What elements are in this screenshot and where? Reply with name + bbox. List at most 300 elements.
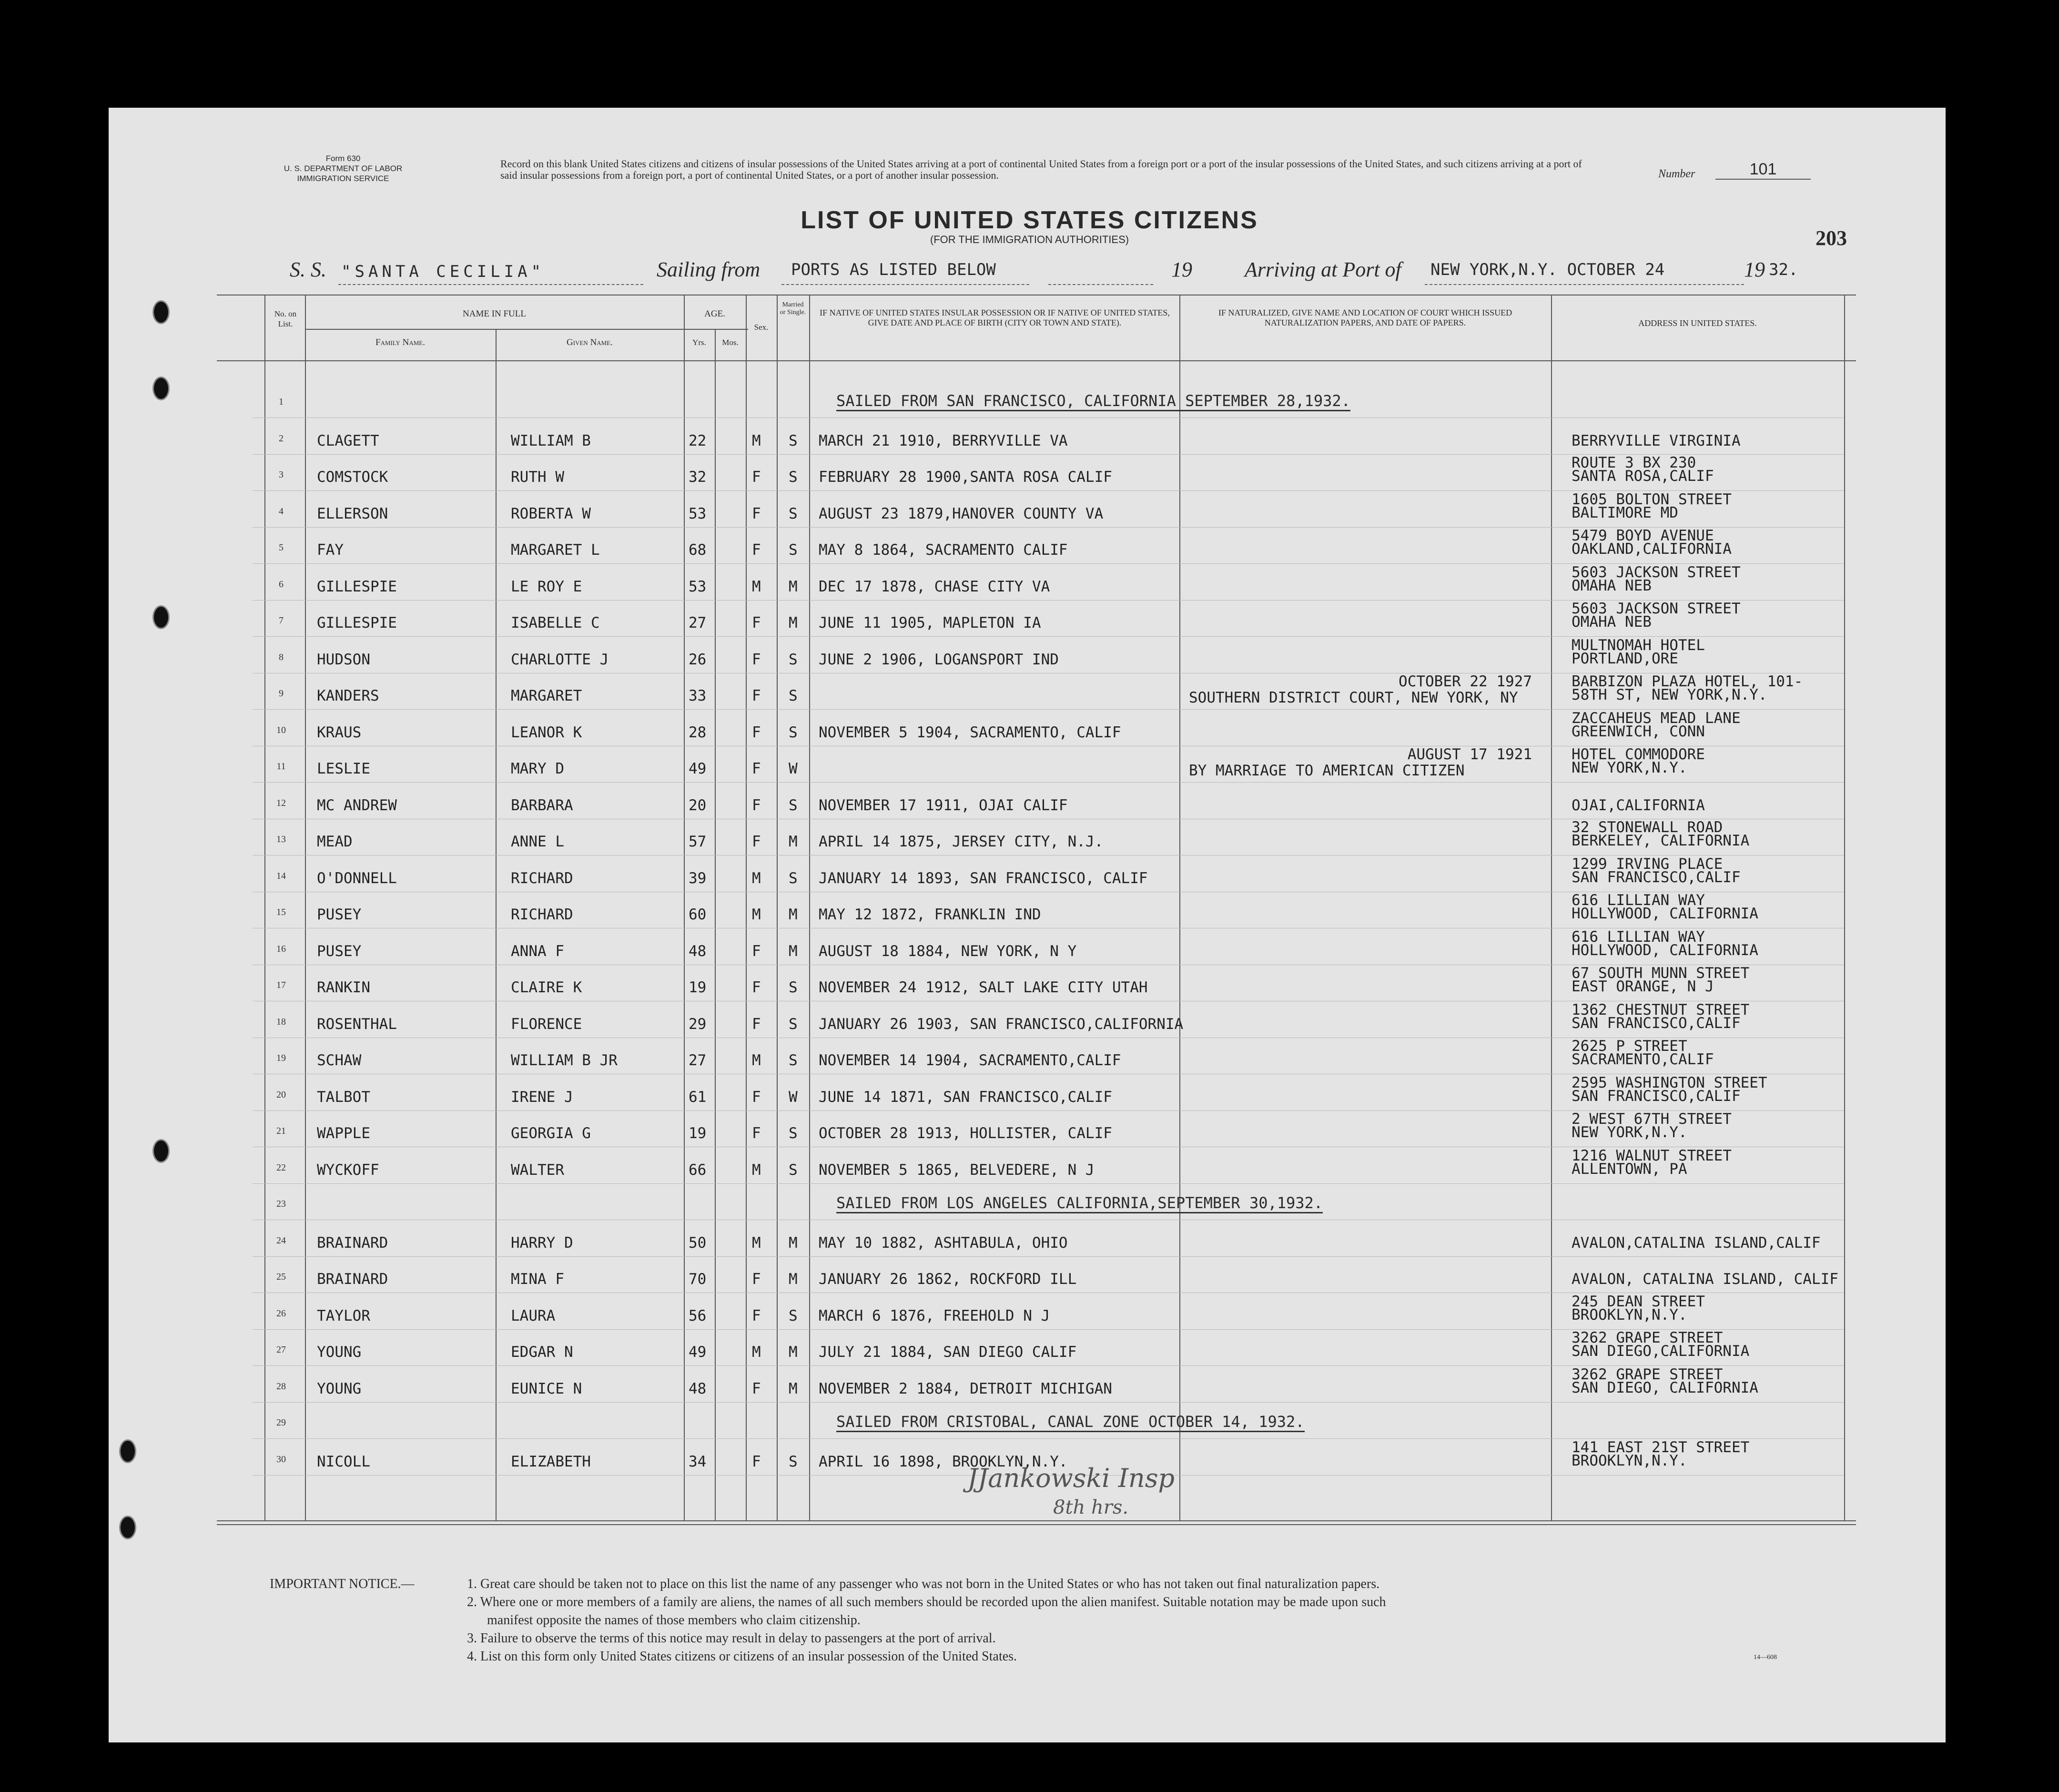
binder-hole xyxy=(152,605,170,629)
birth-date-place: MAY 12 1872, FRANKLIN IND xyxy=(819,906,1041,923)
inspector-signature: JJankowski Insp xyxy=(967,1463,1175,1493)
ss-label: S. S. xyxy=(290,258,326,281)
address-line-1: OJAI,CALIFORNIA xyxy=(1572,797,1705,814)
marital-status: S xyxy=(789,870,798,887)
sex: F xyxy=(752,979,761,996)
row-rule xyxy=(253,1183,1844,1184)
birth-date-place: NOVEMBER 24 1912, SALT LAKE CITY UTAH xyxy=(819,979,1148,996)
marital-status: S xyxy=(789,1016,798,1033)
notice-item: manifest opposite the names of those members who claim citizenship. xyxy=(487,1613,861,1628)
address-line-1: 616 LILLIAN WAY xyxy=(1572,892,1705,909)
col-divider xyxy=(809,295,810,1520)
row-number: 5 xyxy=(279,542,284,553)
sex: F xyxy=(752,468,761,486)
age-years: 61 xyxy=(689,1089,707,1106)
marital-status: S xyxy=(789,541,798,559)
address-line-1: 1605 BOLTON STREET xyxy=(1572,491,1732,508)
arriving-label: Arriving at Port of xyxy=(1245,258,1401,281)
birth-date-place: JUNE 11 1905, MAPLETON IA xyxy=(819,614,1041,631)
row-number: 21 xyxy=(276,1126,286,1136)
address-line-1: ROUTE 3 BX 230 xyxy=(1572,454,1696,471)
family-name: CLAGETT xyxy=(317,432,379,449)
family-name: WYCKOFF xyxy=(317,1161,379,1179)
given-name: RICHARD xyxy=(511,870,573,887)
birth-date-place: MARCH 21 1910, BERRYVILLE VA xyxy=(819,432,1068,449)
address-line-2: 58TH ST, NEW YORK,N.Y. xyxy=(1572,686,1767,703)
row-number: 22 xyxy=(276,1162,286,1173)
address-line-2: HOLLYWOOD, CALIFORNIA xyxy=(1572,905,1758,922)
naturalization-date: AUGUST 17 1921 xyxy=(1407,746,1532,763)
age-years: 19 xyxy=(689,979,707,996)
given-name: MINA F xyxy=(511,1271,564,1288)
family-name: ELLERSON xyxy=(317,505,388,522)
row-number: 13 xyxy=(276,834,286,845)
header-married-single: Married or Single. xyxy=(780,301,806,316)
col-divider xyxy=(715,329,716,1520)
notice-item: 3. Failure to observe the terms of this notice may result in delay to passengers at the port of arrival. xyxy=(467,1631,996,1646)
family-name: TAYLOR xyxy=(317,1307,370,1324)
given-name: EDGAR N xyxy=(511,1344,573,1361)
header-no: No. on List. xyxy=(274,309,297,328)
family-name: PUSEY xyxy=(317,906,362,923)
section-heading: SAILED FROM CRISTOBAL, CANAL ZONE OCTOBER 14, 1932. xyxy=(836,1413,1305,1432)
ship-underline xyxy=(338,284,643,285)
given-name: ELIZABETH xyxy=(511,1453,591,1470)
col-divider xyxy=(1551,295,1552,1520)
binder-hole xyxy=(119,1439,136,1463)
birth-date-place: JUNE 14 1871, SAN FRANCISCO,CALIF xyxy=(819,1089,1112,1106)
row-number: 20 xyxy=(276,1089,286,1100)
sex: F xyxy=(752,541,761,559)
family-name: RANKIN xyxy=(317,979,370,996)
family-name: COMSTOCK xyxy=(317,468,388,486)
address-line-1: 1299 IRVING PLACE xyxy=(1572,855,1723,873)
address-line-1: 2625 P STREET xyxy=(1572,1038,1687,1055)
address-line-2: SAN FRANCISCO,CALIF xyxy=(1572,1088,1741,1105)
address-line-1: BERRYVILLE VIRGINIA xyxy=(1572,432,1741,449)
marital-status: S xyxy=(789,468,798,486)
footer-code: 14—608 xyxy=(1754,1654,1777,1661)
arriving-port: NEW YORK,N.Y. OCTOBER 24 xyxy=(1430,260,1665,279)
table-header-rule xyxy=(217,360,1856,361)
header-given-name: Given Name. xyxy=(567,337,613,347)
subheader-rule xyxy=(305,329,748,330)
address-line-2: OAKLAND,CALIFORNIA xyxy=(1572,540,1732,558)
sex: M xyxy=(752,1344,761,1361)
birth-date-place: OCTOBER 28 1913, HOLLISTER, CALIF xyxy=(819,1125,1112,1142)
age-years: 34 xyxy=(689,1453,707,1470)
given-name: RUTH W xyxy=(511,468,564,486)
marital-status: S xyxy=(789,432,798,449)
given-name: CLAIRE K xyxy=(511,979,582,996)
age-years: 26 xyxy=(689,651,707,668)
marital-status: M xyxy=(789,1344,798,1361)
given-name: MARGARET xyxy=(511,687,582,704)
age-years: 48 xyxy=(689,1380,707,1397)
family-name: HUDSON xyxy=(317,651,370,668)
given-name: FLORENCE xyxy=(511,1016,582,1033)
marital-status: S xyxy=(789,505,798,522)
given-name: LAURA xyxy=(511,1307,556,1324)
address-line-2: NEW YORK,N.Y. xyxy=(1572,759,1687,776)
sex: F xyxy=(752,651,761,668)
ship-name: "SANTA CECILIA" xyxy=(341,262,545,281)
sex: F xyxy=(752,1307,761,1324)
signature-note: 8th hrs. xyxy=(1053,1497,1129,1518)
row-number: 9 xyxy=(279,688,284,699)
age-years: 53 xyxy=(689,578,707,595)
col-divider xyxy=(1179,295,1180,1520)
age-years: 20 xyxy=(689,797,707,814)
row-number: 25 xyxy=(276,1272,286,1282)
row-rule xyxy=(253,1256,1844,1257)
address-line-1: 5603 JACKSON STREET xyxy=(1572,564,1741,581)
family-name: GILLESPIE xyxy=(317,614,397,631)
address-line-1: 1216 WALNUT STREET xyxy=(1572,1147,1732,1164)
sex: F xyxy=(752,1380,761,1397)
address-line-2: BERKELEY, CALIFORNIA xyxy=(1572,832,1750,849)
family-name: KRAUS xyxy=(317,724,362,741)
marital-status: M xyxy=(789,1380,798,1397)
age-years: 49 xyxy=(689,1344,707,1361)
row-number: 3 xyxy=(279,469,284,480)
birth-date-place: FEBRUARY 28 1900,SANTA ROSA CALIF xyxy=(819,468,1112,486)
age-years: 39 xyxy=(689,870,707,887)
marital-status: S xyxy=(789,979,798,996)
given-name: WALTER xyxy=(511,1161,564,1179)
row-number: 8 xyxy=(279,652,284,662)
age-years: 70 xyxy=(689,1271,707,1288)
age-years: 57 xyxy=(689,833,707,850)
given-name: MARY D xyxy=(511,760,564,777)
age-years: 53 xyxy=(689,505,707,522)
binder-hole xyxy=(152,1139,170,1163)
table-bottom-rule xyxy=(217,1520,1856,1521)
table-bottom-rule-2 xyxy=(217,1524,1856,1525)
form-instructions: Record on this blank United States citizens and citizens of insular possessions of the United States arriving at a port of continental United States from a foreign port or a port of the insular possessions of the United States, and such citizens arriving at a port of said insular possessions from a foreign port, a port of continental United States, or a port of another insular possession. xyxy=(500,158,1582,181)
notice-item: 2. Where one or more members of a family are aliens, the names of all such members should be recorded upon the alien manifest. Suitable notation may be made upon such xyxy=(467,1595,1386,1609)
sex: F xyxy=(752,724,761,741)
birth-date-place: MAY 8 1864, SACRAMENTO CALIF xyxy=(819,541,1068,559)
sailing-from: PORTS AS LISTED BELOW xyxy=(791,260,996,279)
family-name: KANDERS xyxy=(317,687,379,704)
sailing-label: Sailing from xyxy=(657,258,761,281)
given-name: WILLIAM B JR xyxy=(511,1052,618,1069)
arriving-underline xyxy=(1425,284,1744,285)
age-years: 60 xyxy=(689,906,707,923)
family-name: NICOLL xyxy=(317,1453,370,1470)
age-years: 19 xyxy=(689,1125,707,1142)
row-number: 18 xyxy=(276,1017,286,1027)
form-number: Form 630 xyxy=(325,154,361,163)
address-line-1: AVALON, CATALINA ISLAND, CALIF xyxy=(1572,1271,1838,1288)
given-name: WILLIAM B xyxy=(511,432,591,449)
marital-status: M xyxy=(789,943,798,960)
given-name: ROBERTA W xyxy=(511,505,591,522)
address-line-2: OMAHA NEB xyxy=(1572,577,1652,594)
family-name: BRAINARD xyxy=(317,1271,388,1288)
sex: F xyxy=(752,505,761,522)
row-number: 17 xyxy=(276,980,286,990)
sex: F xyxy=(752,1089,761,1106)
address-line-1: BARBIZON PLAZA HOTEL, 101- xyxy=(1572,673,1803,690)
row-number: 23 xyxy=(276,1199,286,1209)
header-family-name: Family Name. xyxy=(375,337,425,347)
birth-date-place: DEC 17 1878, CHASE CITY VA xyxy=(819,578,1050,595)
row-rule xyxy=(253,417,1844,418)
birth-date-place: JANUARY 26 1903, SAN FRANCISCO,CALIFORNIA xyxy=(819,1016,1184,1033)
family-name: TALBOT xyxy=(317,1089,370,1106)
given-name: ANNE L xyxy=(511,833,564,850)
sex: F xyxy=(752,760,761,777)
birth-date-place: JANUARY 14 1893, SAN FRANCISCO, CALIF xyxy=(819,870,1148,887)
row-rule xyxy=(253,782,1844,783)
col-divider xyxy=(305,295,306,1520)
row-number: 11 xyxy=(276,761,286,772)
birth-date-place: JULY 21 1884, SAN DIEGO CALIF xyxy=(819,1344,1077,1361)
address-line-2: BROOKLYN,N.Y. xyxy=(1572,1452,1687,1469)
address-line-1: 2 WEST 67TH STREET xyxy=(1572,1110,1732,1128)
sex: F xyxy=(752,1453,761,1470)
age-years: 29 xyxy=(689,1016,707,1033)
given-name: MARGARET L xyxy=(511,541,600,559)
address-line-2: SAN DIEGO,CALIFORNIA xyxy=(1572,1343,1750,1360)
address-line-1: 32 STONEWALL ROAD xyxy=(1572,819,1723,836)
birth-date-place: MAY 10 1882, ASHTABULA, OHIO xyxy=(819,1234,1068,1252)
binder-hole xyxy=(152,300,170,324)
marital-status: W xyxy=(789,1089,798,1106)
marital-status: M xyxy=(789,833,798,850)
header-name-in-full: NAME IN FULL xyxy=(463,309,526,319)
naturalization-court: BY MARRIAGE TO AMERICAN CITIZEN xyxy=(1189,762,1465,779)
marital-status: W xyxy=(789,760,798,777)
address-line-1: 5479 BOYD AVENUE xyxy=(1572,527,1714,544)
row-number: 24 xyxy=(276,1235,286,1246)
given-name: LE ROY E xyxy=(511,578,582,595)
list-number: 101 xyxy=(1715,160,1811,180)
family-name: MEAD xyxy=(317,833,353,850)
marital-status: S xyxy=(789,1453,798,1470)
family-name: PUSEY xyxy=(317,943,362,960)
family-name: YOUNG xyxy=(317,1344,362,1361)
age-years: 48 xyxy=(689,943,707,960)
sex: M xyxy=(752,870,761,887)
header-naturalized: IF NATURALIZED, GIVE NAME AND LOCATION OF COURT WHICH ISSUED NATURALIZATION PAPERS, AND DATE OF PAPERS. xyxy=(1218,308,1512,327)
birth-date-place: AUGUST 18 1884, NEW YORK, N Y xyxy=(819,943,1077,960)
col-divider xyxy=(777,295,778,1520)
address-line-1: 1362 CHESTNUT STREET xyxy=(1572,1001,1750,1018)
naturalization-court: SOUTHERN DISTRICT COURT, NEW YORK, NY xyxy=(1189,689,1518,706)
birth-date-place: APRIL 16 1898, BROOKLYN,N.Y. xyxy=(819,1453,1068,1470)
form-identifier xyxy=(267,153,419,183)
age-years: 27 xyxy=(689,1052,707,1069)
age-years: 28 xyxy=(689,724,707,741)
row-number: 30 xyxy=(276,1454,286,1465)
birth-date-place: JUNE 2 1906, LOGANSPORT IND xyxy=(819,651,1059,668)
birth-date-place: JANUARY 26 1862, ROCKFORD ILL xyxy=(819,1271,1077,1288)
address-line-2: PORTLAND,ORE xyxy=(1572,650,1678,667)
marital-status: S xyxy=(789,1052,798,1069)
sex: M xyxy=(752,1234,761,1252)
sex: F xyxy=(752,943,761,960)
given-name: EUNICE N xyxy=(511,1380,582,1397)
age-years: 49 xyxy=(689,760,707,777)
col-divider xyxy=(746,295,747,1520)
year-prefix-2: 19 xyxy=(1744,258,1765,281)
row-number: 19 xyxy=(276,1053,286,1063)
marital-status: M xyxy=(789,578,798,595)
sex: M xyxy=(752,578,761,595)
family-name: BRAINARD xyxy=(317,1234,388,1252)
family-name: ROSENTHAL xyxy=(317,1016,397,1033)
given-name: GEORGIA G xyxy=(511,1125,591,1142)
address-line-2: BALTIMORE MD xyxy=(1572,504,1678,521)
sex: F xyxy=(752,833,761,850)
given-name: LEANOR K xyxy=(511,724,582,741)
address-line-2: HOLLYWOOD, CALIFORNIA xyxy=(1572,942,1758,959)
birth-date-place: NOVEMBER 14 1904, SACRAMENTO,CALIF xyxy=(819,1052,1121,1069)
row-number: 27 xyxy=(276,1344,286,1355)
family-name: YOUNG xyxy=(317,1380,362,1397)
address-line-1: 3262 GRAPE STREET xyxy=(1572,1366,1723,1383)
page-subtitle: (FOR THE IMMIGRATION AUTHORITIES) xyxy=(930,234,1129,245)
row-number: 7 xyxy=(279,615,284,626)
marital-status: S xyxy=(789,1125,798,1142)
marital-status: M xyxy=(789,1271,798,1288)
sex: M xyxy=(752,1052,761,1069)
sailing-underline xyxy=(781,284,1029,285)
marital-status: S xyxy=(789,797,798,814)
address-line-1: 141 EAST 21ST STREET xyxy=(1572,1439,1750,1456)
sex: F xyxy=(752,1016,761,1033)
header-address: ADDRESS IN UNITED STATES. xyxy=(1638,318,1757,328)
family-name: WAPPLE xyxy=(317,1125,370,1142)
sex: F xyxy=(752,1271,761,1288)
birth-date-place: NOVEMBER 5 1904, SACRAMENTO, CALIF xyxy=(819,724,1121,741)
given-name: RICHARD xyxy=(511,906,573,923)
address-line-2: GREENWICH, CONN xyxy=(1572,723,1705,740)
row-number: 29 xyxy=(276,1417,286,1428)
address-line-1: 3262 GRAPE STREET xyxy=(1572,1329,1723,1346)
sex: F xyxy=(752,1125,761,1142)
header-age: AGE. xyxy=(704,309,725,319)
address-line-1: 616 LILLIAN WAY xyxy=(1572,928,1705,946)
year-prefix: 19 xyxy=(1171,258,1192,281)
address-line-2: SACRAMENTO,CALIF xyxy=(1572,1051,1714,1068)
sex: F xyxy=(752,687,761,704)
row-number: 1 xyxy=(279,397,284,407)
row-number: 14 xyxy=(276,871,286,881)
col-divider xyxy=(496,329,497,1520)
address-line-1: HOTEL COMMODORE xyxy=(1572,746,1705,763)
family-name: O'DONNELL xyxy=(317,870,397,887)
address-line-1: 67 SOUTH MUNN STREET xyxy=(1572,965,1750,982)
section-heading: SAILED FROM SAN FRANCISCO, CALIFORNIA SEPTEMBER 28,1932. xyxy=(836,392,1350,411)
marital-status: M xyxy=(789,1234,798,1252)
address-line-2: SAN DIEGO, CALIFORNIA xyxy=(1572,1379,1758,1396)
family-name: SCHAW xyxy=(317,1052,362,1069)
row-number: 10 xyxy=(276,725,286,735)
department-name: U. S. DEPARTMENT OF LABOR xyxy=(284,164,403,173)
col-divider xyxy=(1844,295,1845,1520)
marital-status: S xyxy=(789,651,798,668)
page-number: 203 xyxy=(1816,226,1847,250)
age-years: 68 xyxy=(689,541,707,559)
address-line-2: SAN FRANCISCO,CALIF xyxy=(1572,1015,1741,1032)
birth-date-place: MARCH 6 1876, FREEHOLD N J xyxy=(819,1307,1050,1324)
row-number: 16 xyxy=(276,944,286,954)
age-years: 33 xyxy=(689,687,707,704)
family-name: GILLESPIE xyxy=(317,578,397,595)
row-number: 15 xyxy=(276,907,286,917)
given-name: ISABELLE C xyxy=(511,614,600,631)
address-line-2: NEW YORK,N.Y. xyxy=(1572,1124,1687,1141)
age-years: 32 xyxy=(689,468,707,486)
address-line-2: OMAHA NEB xyxy=(1572,613,1652,631)
service-name: IMMIGRATION SERVICE xyxy=(297,174,389,183)
address-line-2: EAST ORANGE, N J xyxy=(1572,978,1714,995)
age-years: 50 xyxy=(689,1234,707,1252)
address-line-2: SANTA ROSA,CALIF xyxy=(1572,468,1714,485)
row-rule xyxy=(253,1402,1844,1403)
address-line-2: BROOKLYN,N.Y. xyxy=(1572,1306,1687,1324)
col-divider xyxy=(684,295,685,1520)
birth-date-place: AUGUST 23 1879,HANOVER COUNTY VA xyxy=(819,505,1104,522)
age-years: 56 xyxy=(689,1307,707,1324)
given-name: ANNA F xyxy=(511,943,564,960)
col-divider xyxy=(264,295,265,1520)
page-title: LIST OF UNITED STATES CITIZENS xyxy=(801,206,1258,234)
family-name: LESLIE xyxy=(317,760,370,777)
sex: F xyxy=(752,614,761,631)
given-name: IRENE J xyxy=(511,1089,573,1106)
address-line-1: AVALON,CATALINA ISLAND,CALIF xyxy=(1572,1234,1821,1252)
address-line-1: 245 DEAN STREET xyxy=(1572,1293,1705,1310)
age-years: 27 xyxy=(689,614,707,631)
binder-hole xyxy=(119,1516,136,1539)
sex: M xyxy=(752,906,761,923)
header-mos: Mos. xyxy=(722,338,739,347)
notice-label: IMPORTANT NOTICE.— xyxy=(270,1577,415,1591)
row-number: 28 xyxy=(276,1381,286,1392)
address-line-1: ZACCAHEUS MEAD LANE xyxy=(1572,710,1741,727)
manifest-sheet xyxy=(109,108,1946,1742)
row-number: 12 xyxy=(276,798,286,808)
sex: M xyxy=(752,432,761,449)
marital-status: S xyxy=(789,1161,798,1179)
given-name: CHARLOTTE J xyxy=(511,651,609,668)
number-label: Number xyxy=(1658,168,1695,180)
address-line-1: 5603 JACKSON STREET xyxy=(1572,600,1741,617)
age-years: 66 xyxy=(689,1161,707,1179)
address-line-1: MULTNOMAH HOTEL xyxy=(1572,637,1705,654)
row-number: 4 xyxy=(279,506,284,517)
address-line-1: 2595 WASHINGTON STREET xyxy=(1572,1074,1767,1091)
age-years: 22 xyxy=(689,432,707,449)
row-number: 2 xyxy=(279,433,284,444)
given-name: BARBARA xyxy=(511,797,573,814)
family-name: MC ANDREW xyxy=(317,797,397,814)
notice-item: 4. List on this form only United States citizens or citizens of an insular possession of the United States. xyxy=(467,1649,1017,1664)
marital-status: S xyxy=(789,1307,798,1324)
marital-status: S xyxy=(789,687,798,704)
sex: M xyxy=(752,1161,761,1179)
date-underline xyxy=(1048,284,1153,285)
birth-date-place: NOVEMBER 5 1865, BELVEDERE, N J xyxy=(819,1161,1095,1179)
address-line-2: ALLENTOWN, PA xyxy=(1572,1161,1687,1178)
year-suffix: 32. xyxy=(1769,260,1798,279)
address-line-2: SAN FRANCISCO,CALIF xyxy=(1572,869,1741,886)
